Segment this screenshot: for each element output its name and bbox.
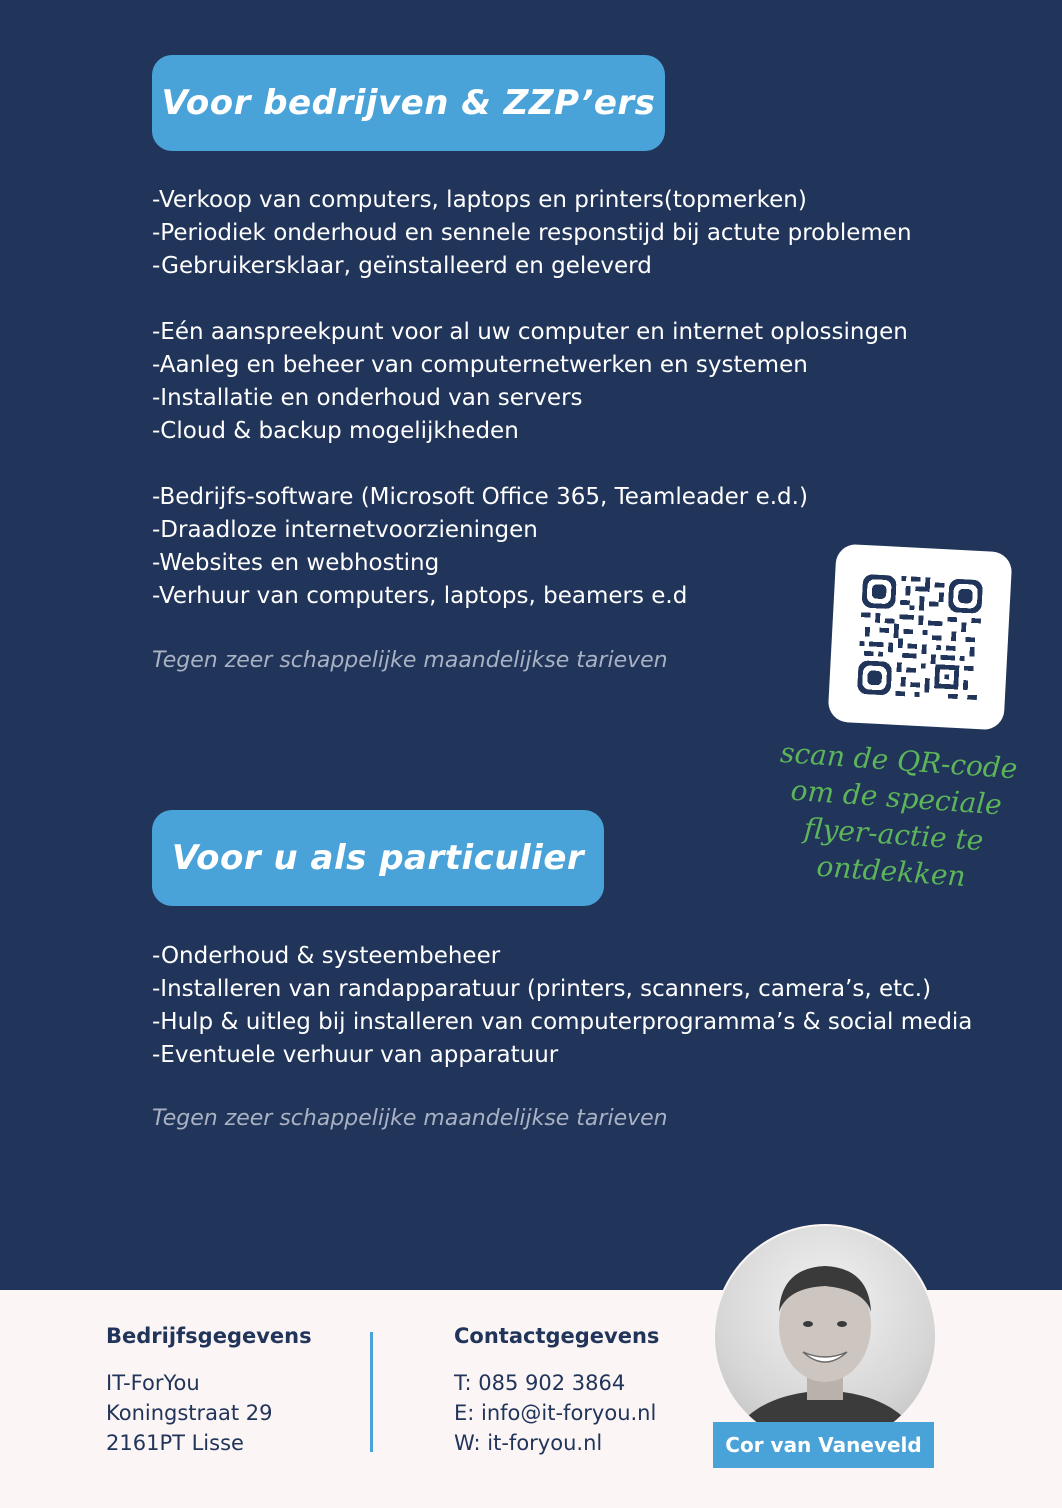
- company-heading: Bedrijfsgegevens: [106, 1324, 312, 1348]
- list-item: -Eén aanspreekpunt voor al uw computer en internet oplossingen: [152, 319, 908, 345]
- private-tagline: Tegen zeer schappelijke maandelijkse tarieven: [152, 1106, 668, 1131]
- contact-website[interactable]: W: it-foryou.nl: [454, 1431, 603, 1455]
- private-service-list: [152, 940, 972, 1072]
- qr-caption-line: flyer-actie te ontdekken: [802, 811, 985, 894]
- list-item: -Websites en webhosting: [152, 550, 440, 576]
- qr-caption-line: om de speciale: [789, 773, 1003, 822]
- qr-caption: [725, 731, 1062, 902]
- list-item: -Verkoop van computers, laptops en printers(topmerken): [152, 187, 807, 213]
- qr-code-card[interactable]: [827, 544, 1012, 731]
- list-item: -Gebruikersklaar, geïnstalleerd en geleverd: [152, 253, 652, 279]
- list-item: -Periodiek onderhoud en sennele responstijd bij actute problemen: [152, 220, 912, 246]
- list-item: -Installeren van randapparatuur (printers, scanners, camera’s, etc.): [152, 976, 932, 1002]
- contact-phone[interactable]: T: 085 902 3864: [454, 1371, 626, 1395]
- business-tagline: Tegen zeer schappelijke maandelijkse tarieven: [152, 648, 668, 673]
- qr-code-icon: [857, 574, 983, 700]
- person-portrait-icon: [715, 1226, 935, 1446]
- company-city: 2161PT Lisse: [106, 1431, 244, 1455]
- company-details: [106, 1324, 312, 1458]
- list-item: -Installatie en onderhoud van servers: [152, 385, 583, 411]
- qr-caption-line: scan de QR-code: [779, 735, 1019, 786]
- business-heading: Voor bedrijven & ZZP’ers: [152, 55, 665, 151]
- contact-heading: Contactgegevens: [454, 1324, 660, 1348]
- list-item: -Verhuur van computers, laptops, beamers e.d: [152, 583, 688, 609]
- list-item: -Draadloze internetvoorzieningen: [152, 517, 538, 543]
- person-name-badge: Cor van Vaneveld: [713, 1422, 934, 1468]
- footer-divider: [370, 1332, 373, 1452]
- contact-email[interactable]: E: info@it-foryou.nl: [454, 1401, 657, 1425]
- list-item: -Cloud & backup mogelijkheden: [152, 418, 519, 444]
- list-item: -Aanleg en beheer van computernetwerken en systemen: [152, 352, 808, 378]
- private-heading: Voor u als particulier: [152, 810, 604, 906]
- list-item: -Eventuele verhuur van apparatuur: [152, 1042, 559, 1068]
- list-item: -Hulp & uitleg bij installeren van computerprogramma’s & social media: [152, 1009, 973, 1035]
- avatar: [713, 1224, 937, 1448]
- company-street: Koningstraat 29: [106, 1401, 273, 1425]
- list-item: -Onderhoud & systeembeheer: [152, 943, 501, 969]
- business-service-list: [152, 184, 912, 613]
- company-name: IT-ForYou: [106, 1371, 200, 1395]
- contact-details: [454, 1324, 659, 1458]
- list-item: -Bedrijfs-software (Microsoft Office 365, Teamleader e.d.): [152, 484, 808, 510]
